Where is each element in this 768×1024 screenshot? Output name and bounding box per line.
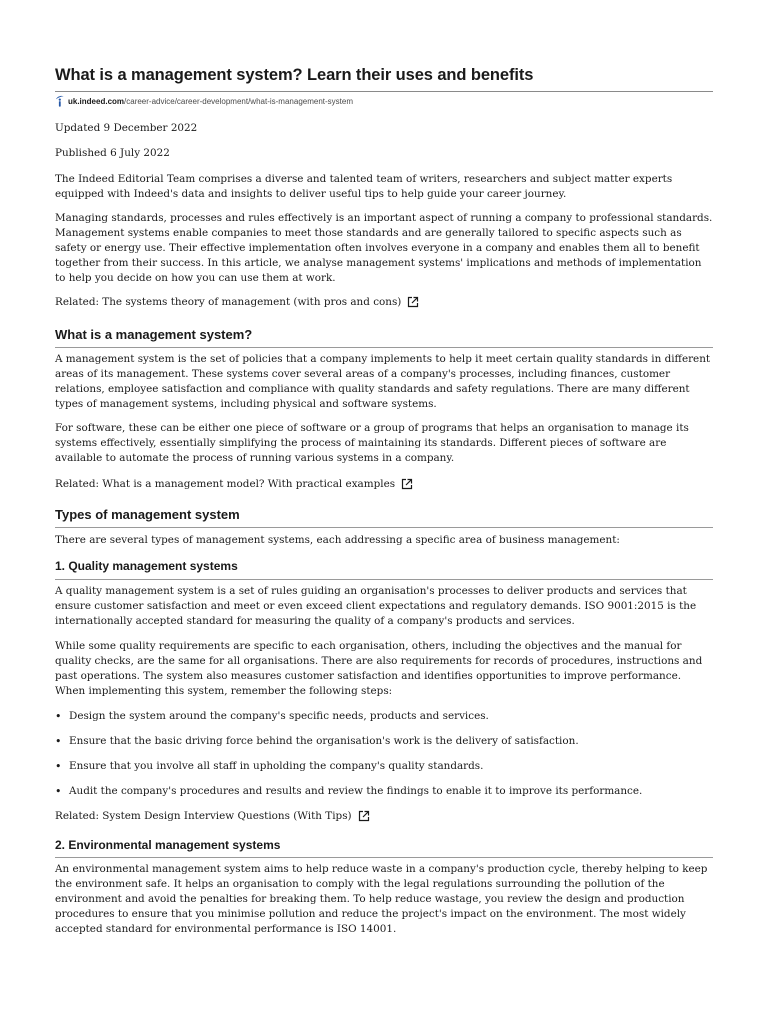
quality-paragraph-2: While some quality requirements are specific to each organisation, others, including the objectives and the manual for quality checks, are the same for all organisations. There are also requirements for records of procedures, instructions and past operations. The system also measures customer satisfaction and identifies opportunities to improve performance. When implementing this system, remember the following steps: <box>55 640 703 697</box>
subheading-quality: 1. Quality management systems <box>55 559 238 573</box>
url-domain: uk.indeed.com <box>68 96 125 106</box>
section-divider <box>55 527 713 528</box>
environmental-paragraph: An environmental management system aims to help reduce waste in a company's production cycle, thereby helping to keep the environment safe. It helps an organisation to comply with the legal regulations surrounding the pollution of the environment and avoid the penalties for breaking them. To help reduce wastage, you review the design and production procedures to ensure that you minimise pollution and reduce the project's impact on the environment. The most widely accepted standard for environmental performance is ISO 14001. <box>55 863 708 935</box>
list-item: • Ensure that the basic driving force behind the organisation's work is the delivery of satisfaction. <box>69 734 709 749</box>
related-link-systems-theory[interactable] <box>55 295 713 310</box>
section-divider <box>55 347 713 348</box>
section-heading-what-is: What is a management system? <box>55 327 253 342</box>
related-link-label: Related: System Design Interview Questions (With Tips) <box>55 810 352 822</box>
types-paragraph: There are several types of management systems, each addressing a specific area of business management: <box>55 534 620 546</box>
what-paragraph-1: A management system is the set of policies that a company implements to help it meet certain quality standards in different areas of its management. These systems cover several areas of a company's processes, including finances, customer relations, employee satisfaction and compliance with quality standards and safety regulations. There are many different types of management systems, including physical and software systems. <box>55 353 711 410</box>
external-link-icon <box>407 296 419 308</box>
quality-paragraph-1: A quality management system is a set of rules guiding an organisation's processes to deliver products and services that ensure customer satisfaction and meet or even exceed client expectations and regulatory demands. ISO 9001:2015 is the internationally accepted standard for measuring the quality of a company's products and services. <box>55 585 697 627</box>
section-heading-types: Types of management system <box>55 507 240 522</box>
list-item: • Ensure that you involve all staff in upholding the company's quality standards. <box>69 759 709 774</box>
what-paragraph-2: For software, these can be either one piece of software or a group of programs that helps an organisation to manage its systems effectively, essentially simplifying the process of maintaining its standards. Different pieces of software are available to automate the process of running various systems in a company. <box>55 422 689 464</box>
intro-paragraph: Managing standards, processes and rules effectively is an important aspect of running a company to professional standards. Management systems enable companies to meet those standards and are generally tailored to specific aspects such as safety or energy use. Their effective implementation often involves everyone in a company and enables them all to benefit together from their success. In this article, we analyse management systems' implications and methods of implementation to help you decide on how you can use them at work. <box>55 212 713 284</box>
external-link-icon <box>358 810 370 822</box>
published-date: Published 6 July 2022 <box>55 147 170 159</box>
related-link-label: Related: What is a management model? With practical examples <box>55 478 396 490</box>
related-link-management-model[interactable] <box>55 477 713 492</box>
subsection-divider <box>55 857 713 858</box>
list-item: • Design the system around the company's specific needs, products and services. <box>69 709 709 724</box>
related-link-label: Related: The systems theory of management (with pros and cons) <box>55 296 402 308</box>
updated-date: Updated 9 December 2022 <box>55 122 198 134</box>
title-divider <box>55 91 713 92</box>
url-path: /career-advice/career-development/what-is-management-system <box>124 96 353 106</box>
editorial-team-note: The Indeed Editorial Team comprises a diverse and talented team of writers, researchers and subject matter experts equipped with Indeed's data and insights to deliver useful tips to help guide your career journey. <box>55 173 673 200</box>
list-item: • Audit the company's procedures and results and review the findings to enable it to improve its performance. <box>69 784 709 799</box>
indeed-logo-icon <box>55 95 64 107</box>
external-link-icon <box>401 478 413 490</box>
related-link-system-design[interactable] <box>55 809 713 824</box>
source-url[interactable] <box>55 94 353 108</box>
page-title: What is a management system? Learn their uses and benefits <box>55 66 534 84</box>
subheading-environmental: 2. Environmental management systems <box>55 838 281 852</box>
subsection-divider <box>55 579 713 580</box>
